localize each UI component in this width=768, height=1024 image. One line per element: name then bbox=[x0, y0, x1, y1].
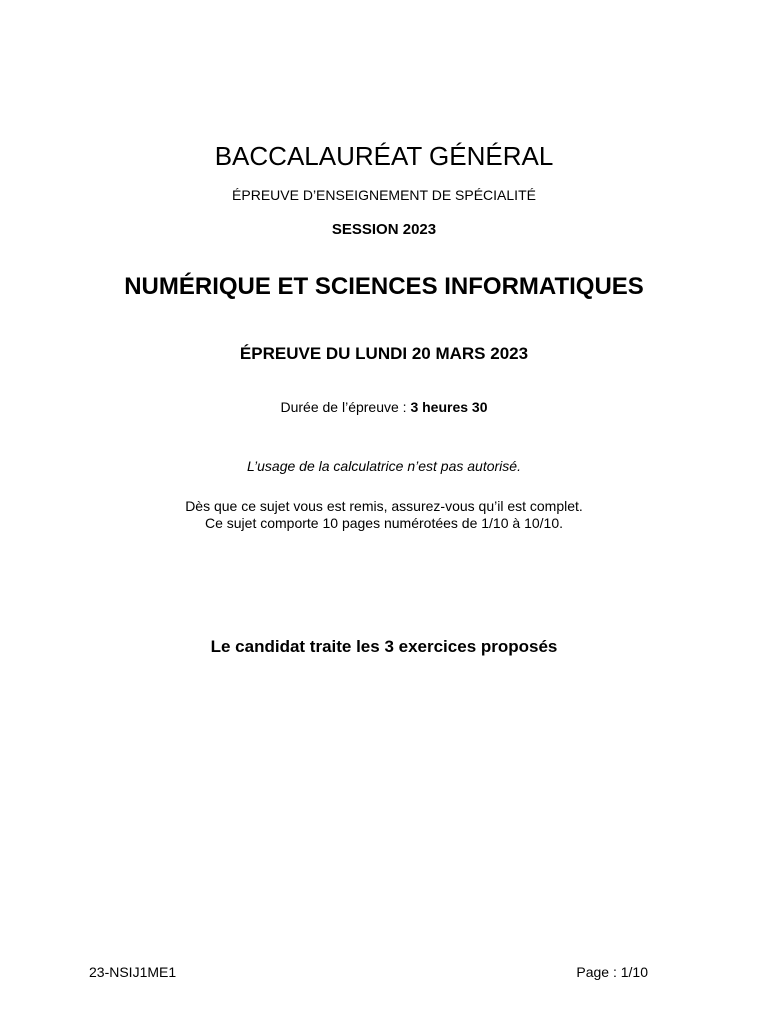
exam-date: ÉPREUVE DU LUNDI 20 MARS 2023 bbox=[239, 344, 529, 363]
calculator-notice: L’usage de la calculatrice n’est pas autorisé. bbox=[247, 458, 521, 474]
footer-page-number: Page : 1/10 bbox=[576, 964, 648, 980]
footer-exam-code: 23-NSIJ1ME1 bbox=[89, 964, 177, 980]
duration-label: Durée de l’épreuve : bbox=[280, 399, 411, 415]
session-label: SESSION 2023 bbox=[331, 221, 437, 238]
exam-type-subtitle: ÉPREUVE D’ENSEIGNEMENT DE SPÉCIALITÉ bbox=[232, 187, 536, 203]
duration-value: 3 heures 30 bbox=[410, 399, 488, 415]
completeness-notice: Dès que ce sujet vous est remis, assurez-vous qu’il est complet. bbox=[185, 498, 583, 514]
page-title: BACCALAURÉAT GÉNÉRAL bbox=[214, 141, 554, 171]
duration-line bbox=[0, 398, 768, 416]
candidate-instructions: Le candidat traite les 3 exercices proposés bbox=[210, 637, 558, 656]
subject-title: NUMÉRIQUE ET SCIENCES INFORMATIQUES bbox=[124, 273, 644, 300]
page-count-notice: Ce sujet comporte 10 pages numérotées de 1/10 à 10/10. bbox=[204, 515, 563, 531]
